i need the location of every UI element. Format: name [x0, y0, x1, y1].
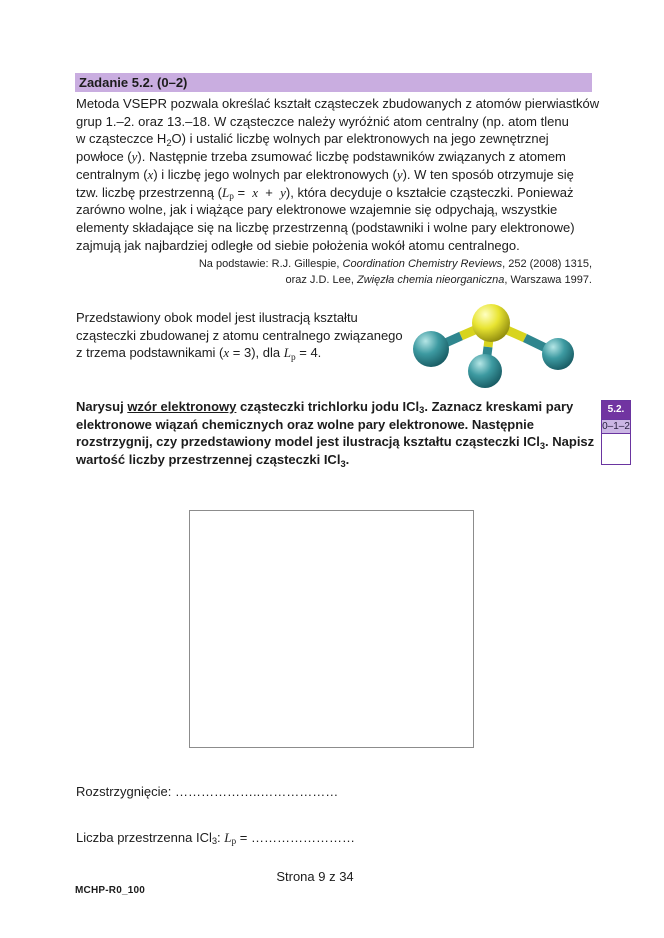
score-box-task-number: 5.2. [602, 401, 630, 420]
task-title: Zadanie 5.2. (0–2) [79, 75, 188, 90]
document-code: MCHP-R0_100 [75, 885, 146, 896]
intro-paragraph: Metoda VSEPR pozwala określać kształt cząsteczek zbudowanych z atomów pierwiastków grup 1.–2. oraz 13.–18. W cząsteczce należy wyróżnić atom centralny (np. atom tlenu w cząsteczce H2O) i ustalić liczbę wolnych par elektronowych na jego zewnętrznej powłoce (y). Następnie trzeba zsumować liczbę podstawników związanych z atomem centralnym (x) i liczbę jego wolnych par elektronowych (y). W ten sposób otrzymuje się tzw. liczbę przestrzenną (Lp = x + y), która decyduje o kształcie cząsteczki. Ponieważ zarówno wolne, jak i wiążące pary elektronowe wzajemnie się odpychają, wszystkie elementy składające się na liczbę przestrzenną (podstawniki i wolne pary elektronowe) zajmują jak najbardziej odległe od siebie położenia wokół atomu centralnego. [76, 96, 600, 253]
score-box-points-scale: 0–1–2 [602, 421, 630, 432]
substituent-atom-bottom [468, 354, 502, 388]
task-header-bar [75, 73, 592, 92]
page-number: Strona 9 z 34 [276, 869, 354, 884]
substituent-atom-left [413, 331, 449, 367]
task-instructions: Narysuj wzór elektronowy cząsteczki trichlorku jodu ICl3. Zaznacz kreskami pary elektronowe wiązań chemicznych oraz wolne pary elektronowe. Następnie rozstrzygnij, czy przedstawiony model jest ilustracją kształtu cząsteczki ICl3. Napisz wartość liczby przestrzennej cząsteczki ICl3. [76, 399, 595, 469]
molecule-model-image [403, 296, 605, 400]
model-description: Przedstawiony obok model jest ilustracją kształtu cząsteczki zbudowanej z atomu centralnego związanego z trzema podstawnikami (x = 3), dla Lp = 4. [76, 310, 403, 363]
score-box-empty-cell [602, 434, 630, 464]
source-citation: Na podstawie: R.J. Gillespie, Coordination Chemistry Reviews, 252 (2008) 1315, oraz J.D. Lee, Zwięzła chemia nieorganiczna, Warszawa 1997. [198, 258, 592, 286]
spatial-number-answer-line: Liczba przestrzenna ICl3: Lp = …………………… [76, 830, 356, 848]
answer-drawing-box [189, 510, 474, 748]
score-box [601, 400, 631, 465]
central-atom [472, 304, 510, 342]
substituent-atom-right [542, 338, 574, 370]
decision-answer-line: Rozstrzygnięcie: ………………..……………… [76, 784, 339, 799]
